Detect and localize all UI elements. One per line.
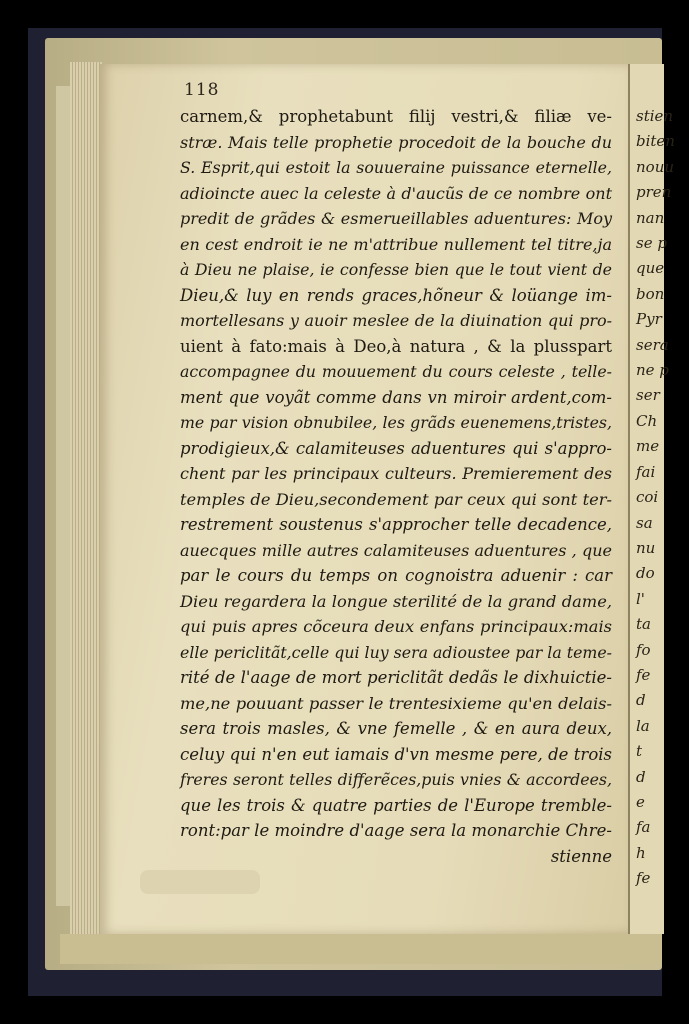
text-line: temples de Dieu,secondement par ceux qui sont ter- [180,489,612,509]
text-line: qui puis apres cõceura deux enfans principaux:mais [180,617,612,636]
text-line: S. Esprit,qui estoit la souueraine puissance eternelle, [180,158,612,177]
facing-fragment: ne p [636,361,669,380]
text-line: restrement soustenus s'approcher telle decadence, [180,515,612,534]
facing-fragment: Pyr [636,310,662,329]
facing-fragment: fe [636,665,651,684]
page-edges [70,62,102,934]
facing-fragment: bon [636,284,665,303]
facing-fragment: fe [636,869,651,888]
text-line: me par vision obnubilee, les grãds euenemens,tristes, [180,413,612,432]
text-line: predit de grãdes & esmerueillables aduentures: Moy [180,209,612,228]
text-line: elle periclitãt,celle qui luy sera adioustee par la teme- [180,642,612,662]
facing-fragment: e [636,792,645,811]
facing-fragment: l' [636,589,645,608]
text-line: sera trois masles, & vne femelle , & en aura deux, [180,719,612,738]
facing-fragment: coi [636,488,659,507]
text-line: auecques mille autres calamiteuses aduentures , que [180,540,612,560]
facing-fragment: que [636,259,665,278]
facing-fragment: ta [636,615,651,634]
facing-fragment: ser [636,386,660,405]
text-line: rité de l'aage de mort periclitãt dedãs le dixhuictie- [180,668,612,687]
text-line: Dieu regardera la longue sterilité de la grand dame, [180,591,612,611]
facing-fragment: la [636,716,650,735]
text-line: en cest endroit ie ne m'attribue nullement tel titre,ja [180,234,612,254]
text-line: uient à fato:mais à Deo,à natura , & la plusspart [180,336,612,356]
facing-fragment: me [636,437,660,456]
text-line: que les trois & quatre parties de l'Europe tremble- [180,795,612,815]
text-line: par le cours du temps on cognoistra aduenir : car [180,566,612,585]
facing-fragment: do [636,564,655,583]
text-line: mortellesans y auoir meslee de la diuination qui pro- [180,311,612,330]
facing-fragment: nu [636,538,656,557]
facing-fragment: d [636,767,646,786]
facing-fragment: pren [636,183,672,202]
page-stain [140,870,260,894]
text-line: celuy qui n'en eut iamais d'vn mesme pere, de trois [180,744,612,764]
facing-fragment: d [636,691,646,710]
facing-fragment: sera [636,335,669,354]
text-line: adioincte auec la celeste à d'aucũs de ce nombre ont [180,183,612,203]
facing-fragment: h [636,843,646,862]
text-line: ront:par le moindre d'aage sera la monarchie Chre- [180,821,612,840]
text-line: freres seront telles differẽces,puis vnies & accordees, [180,770,612,789]
text-line: prodigieux,& calamiteuses aduentures qui s'appro- [180,438,612,458]
text-line: Dieu,& luy en rends graces,hõneur & loüange im- [180,285,612,305]
facing-fragment: stien [636,107,674,125]
text-line: me,ne pouuant passer le trentesixieme qu'en delais- [180,693,612,713]
cover-bottom-edge [60,934,662,964]
text-line: stræ. Mais telle prophetie procedoit de la bouche du [180,132,612,152]
text-line: à Dieu ne plaise, ie confesse bien que le tout vient de [180,260,612,279]
catchword: stienne [550,846,612,866]
text-line: ment que voyãt comme dans vn miroir ardent,com- [180,387,612,407]
facing-fragment: se p [636,234,667,253]
text-line: accompagnee du mouuement du cours celeste , telle- [180,362,612,381]
facing-fragment: fa [636,818,651,837]
body-text [180,104,612,869]
facing-fragment: Ch [636,411,658,430]
facing-fragment: nan [636,208,665,227]
facing-fragment: fai [636,462,656,481]
facing-fragment: sa [636,513,653,532]
facing-fragment: biten [636,132,675,151]
text-line: chent par les principaux culteurs. Premierement des [180,464,612,483]
facing-fragment: nouu [636,157,675,176]
facing-page [628,64,675,934]
text-line: carnem,& prophetabunt filij vestri,& filiæ ve- [180,107,612,126]
facing-fragment: fo [636,640,651,659]
page-number: 118 [184,80,220,100]
facing-fragment: t [636,742,643,761]
